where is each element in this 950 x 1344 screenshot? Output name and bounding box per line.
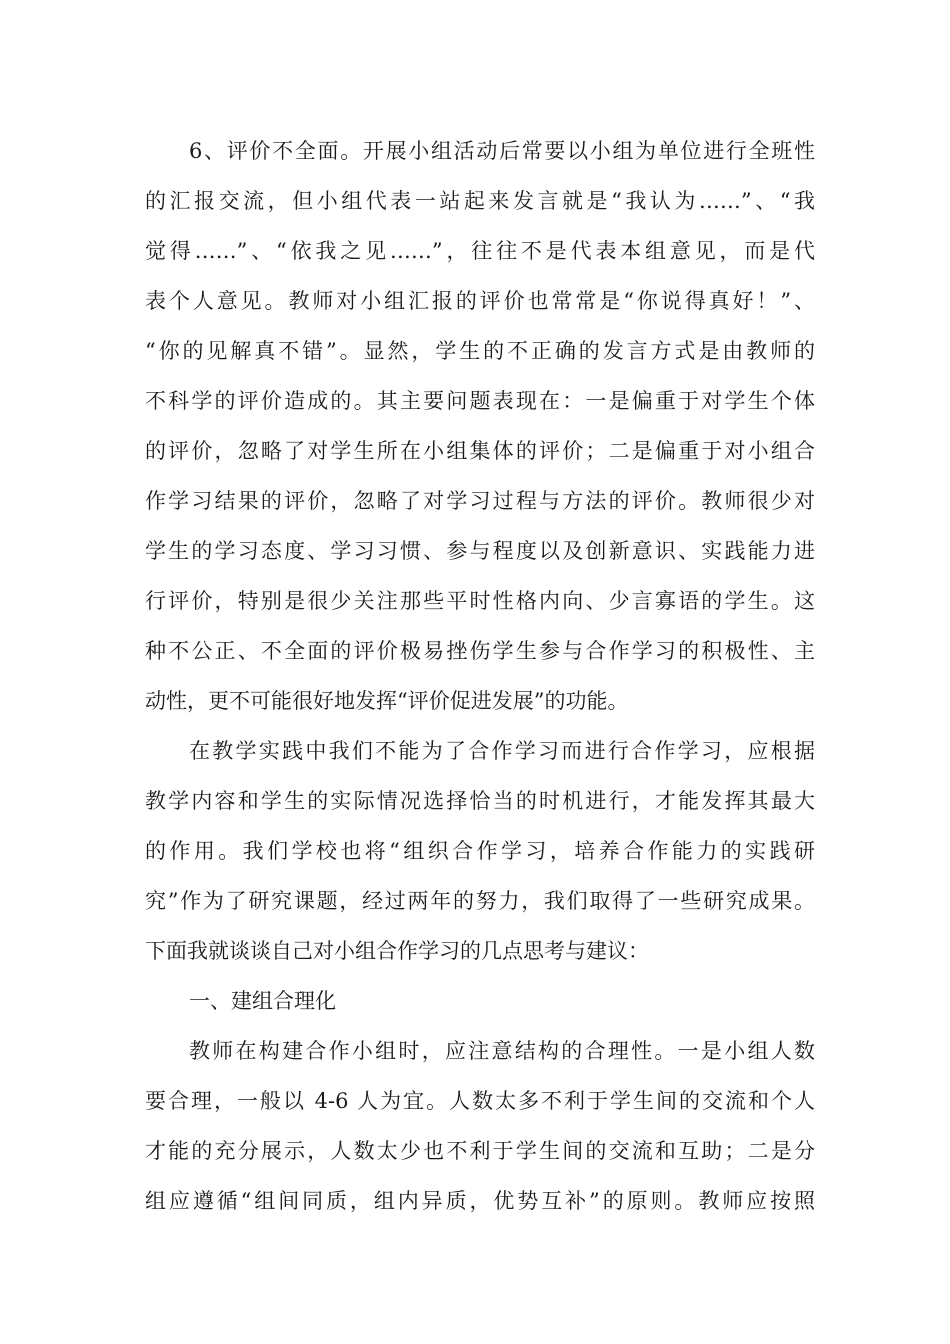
text-line: 教学内容和学生的实际情况选择恰当的时机进行，才能发挥其最大 — [145, 789, 815, 813]
text-line: 教师在构建合作小组时，应注意结构的合理性。一是小组人数 — [189, 1039, 815, 1063]
text-line: 组应遵循“组间同质，组内异质，优势互补”的原则。教师应按照 — [145, 1189, 815, 1213]
text-line: 种不公正、不全面的评价极易挫伤学生参与合作学习的积极性、主 — [145, 639, 815, 663]
text-line: 在教学实践中我们不能为了合作学习而进行合作学习，应根据 — [189, 739, 815, 763]
text-line: 不科学的评价造成的。其主要问题表现在：一是偏重于对学生个体 — [145, 389, 815, 413]
text-line: 的作用。我们学校也将“组织合作学习，培养合作能力的实践研 — [145, 839, 815, 863]
text-line: 究”作为了研究课题，经过两年的努力，我们取得了一些研究成果。 — [145, 889, 815, 913]
document-body — [145, 126, 815, 1226]
text-line: 表个人意见。教师对小组汇报的评价也常常是“你说得真好！”、 — [145, 289, 815, 313]
text-line: 下面我就谈谈自己对小组合作学习的几点思考与建议： — [145, 939, 649, 963]
text-line: 行评价，特别是很少关注那些平时性格内向、少言寡语的学生。这 — [145, 589, 815, 613]
text-line: 的汇报交流，但小组代表一站起来发言就是“我认为……”、“我 — [145, 189, 815, 213]
text-line: 才能的充分展示，人数太少也不利于学生间的交流和互助；二是分 — [145, 1139, 815, 1163]
text-line: 觉得……”、“依我之见……”，往往不是代表本组意见，而是代 — [145, 239, 815, 263]
text-line: 动性，更不可能很好地发挥“评价促进发展”的功能。 — [145, 689, 629, 713]
text-line: 一、建组合理化 — [189, 989, 336, 1013]
text-line: 学生的学习态度、学习习惯、参与程度以及创新意识、实践能力进 — [145, 539, 815, 563]
text-line: 6、评价不全面。开展小组活动后常要以小组为单位进行全班性 — [189, 139, 815, 163]
text-line: “你的见解真不错”。显然，学生的不正确的发言方式是由教师的 — [145, 339, 815, 363]
text-line: 的评价，忽略了对学生所在小组集体的评价；二是偏重于对小组合 — [145, 439, 815, 463]
text-line: 要合理，一般以 4-6 人为宜。人数太多不利于学生间的交流和个人 — [145, 1089, 815, 1113]
text-line: 作学习结果的评价，忽略了对学习过程与方法的评价。教师很少对 — [145, 489, 815, 513]
